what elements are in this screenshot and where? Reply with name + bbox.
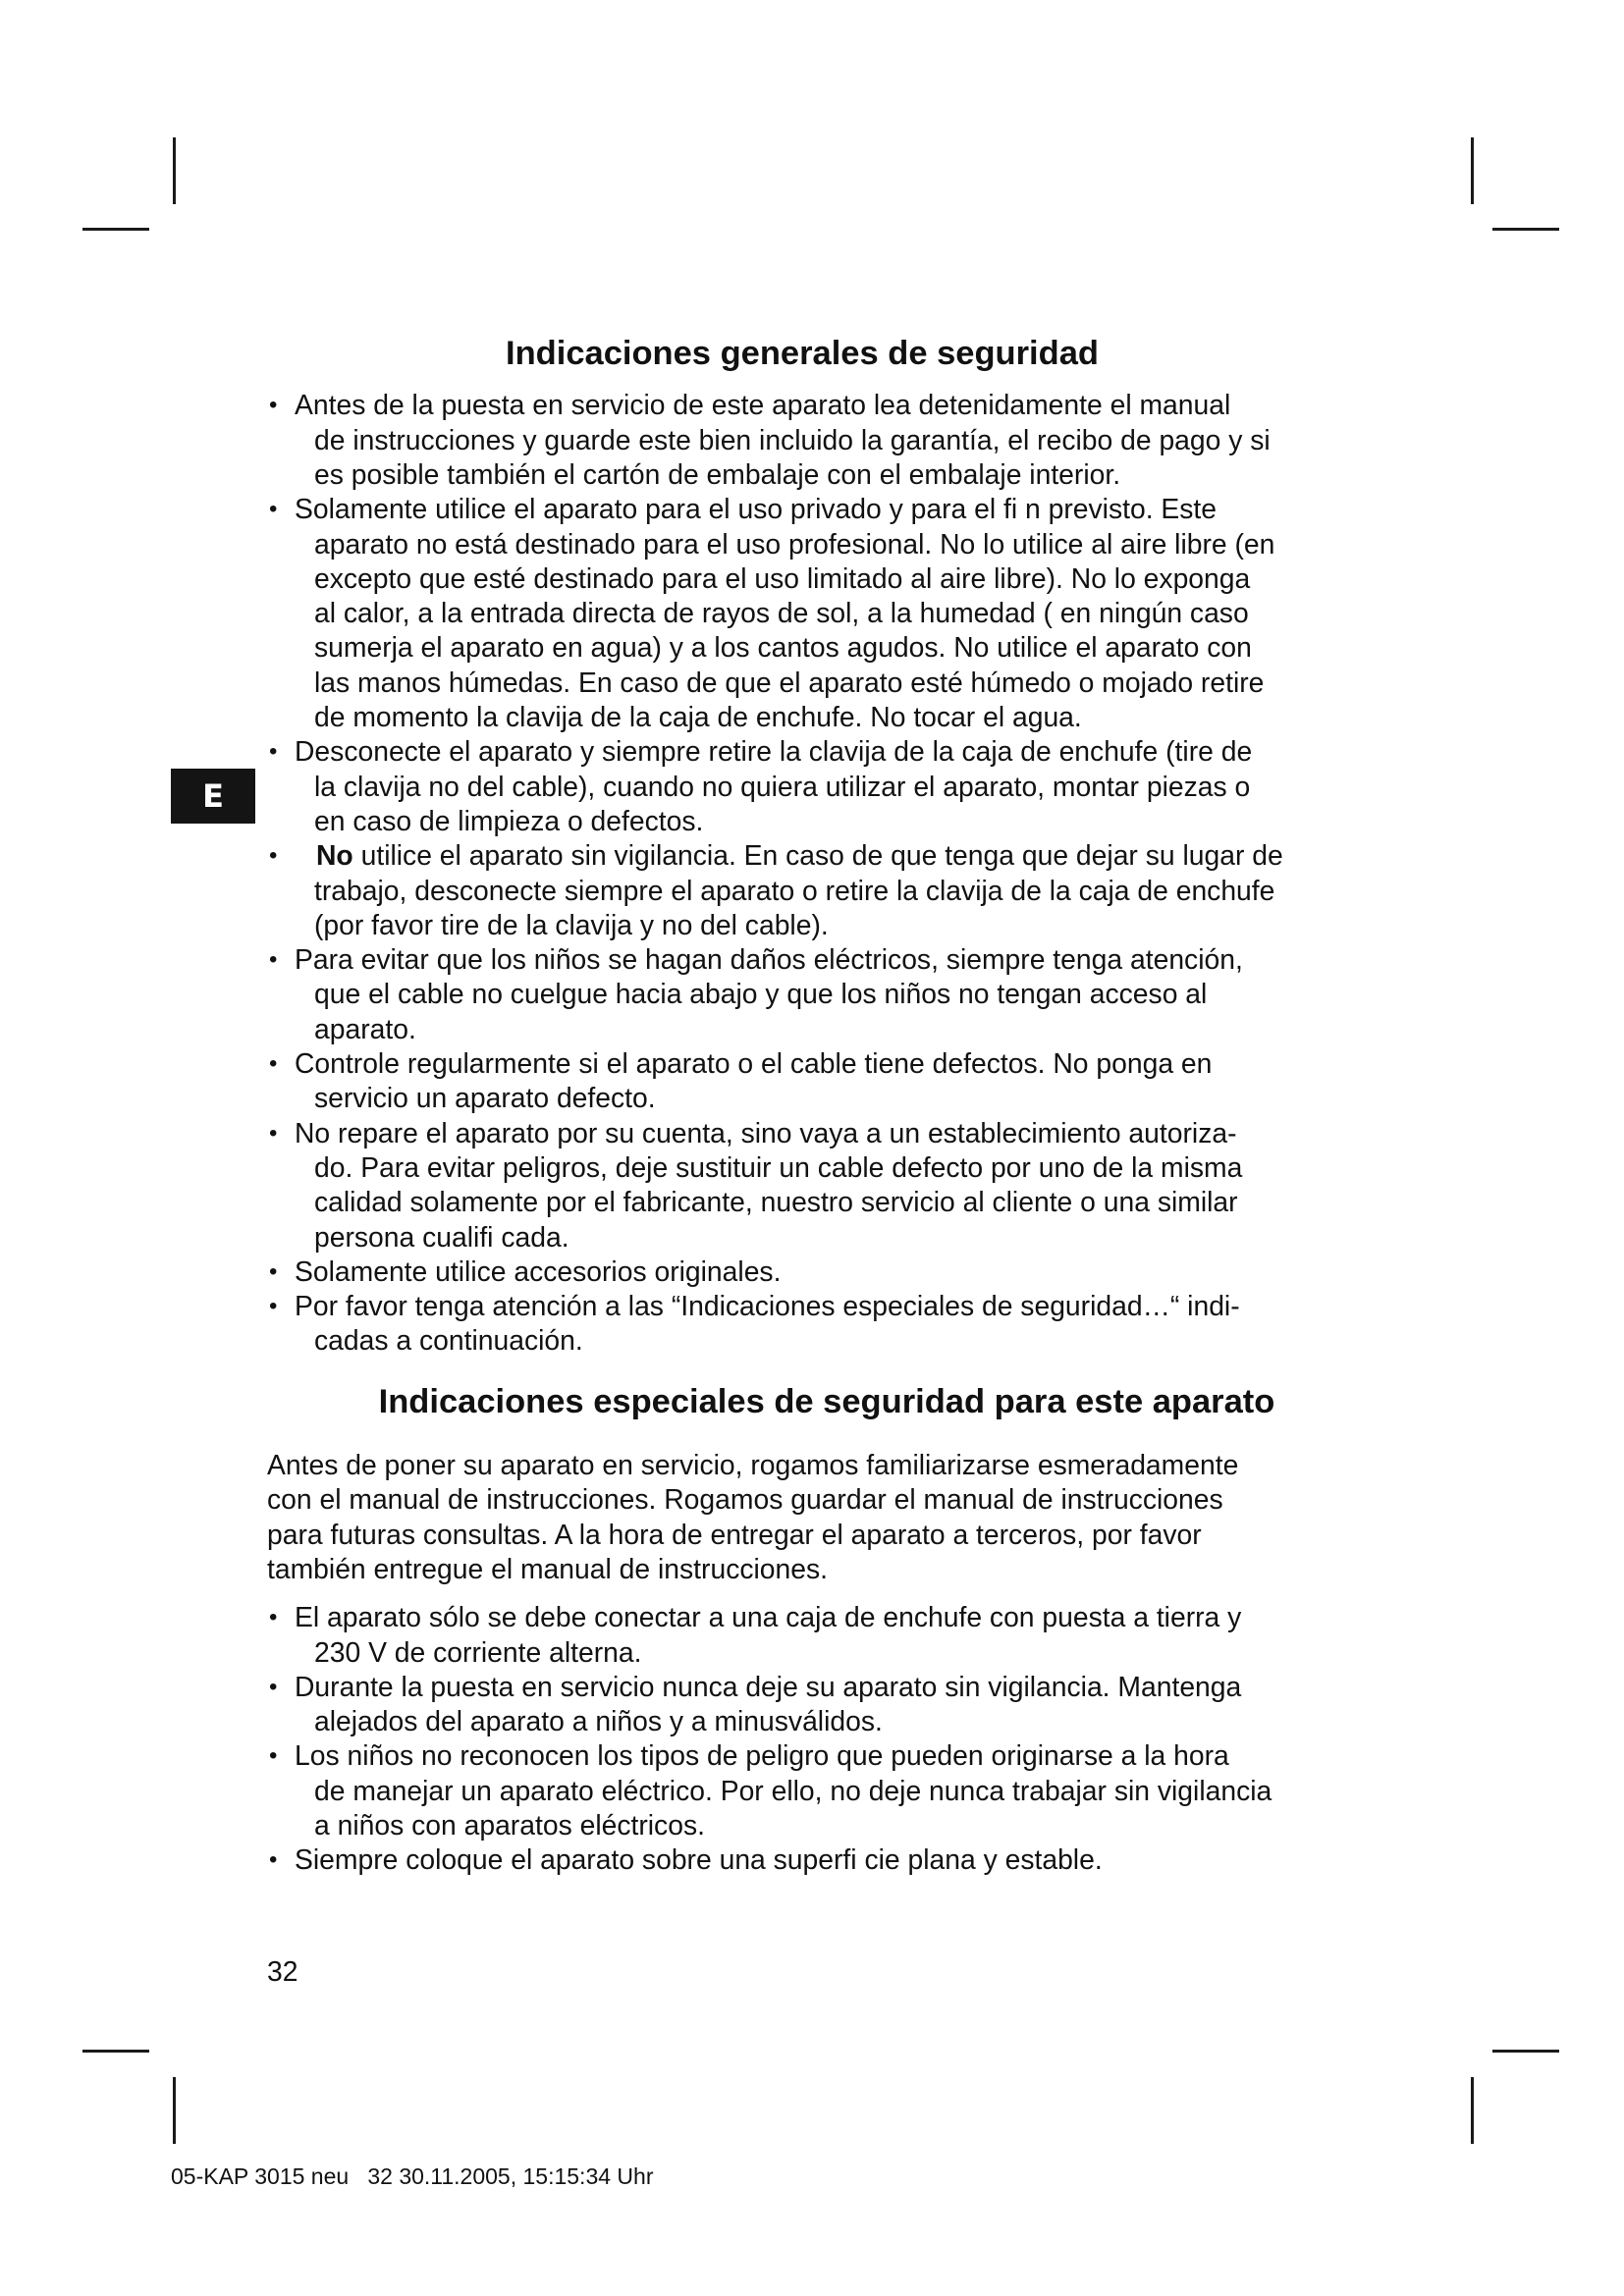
list-item-line: excepto que esté destinado para el uso limitado al aire libre). No lo exponga xyxy=(314,561,1251,594)
intro-line: con el manual de instrucciones. Rogamos guardar el manual de instrucciones xyxy=(267,1483,1223,1516)
list-item xyxy=(267,1842,1386,1877)
list-item-line: do. Para evitar peligros, deje sustituir un cable defecto por uno de la misma xyxy=(314,1150,1243,1183)
list-item-line: 230 V de corriente alterna. xyxy=(314,1635,642,1668)
crop-mark-top-right-horizontal xyxy=(1492,228,1559,231)
list-item xyxy=(267,734,1386,838)
list-item-line: • Durante la puesta en servicio nunca deje su aparato sin vigilancia. Mantenga xyxy=(295,1670,1242,1702)
crop-mark-bottom-left-horizontal xyxy=(82,2050,149,2053)
language-tab: E xyxy=(171,769,255,824)
list-item-line: • Antes de la puesta en servicio de este aparato lea detenidamente el manual xyxy=(295,389,1231,421)
list-item xyxy=(267,942,1386,1046)
list-item-line: • Los niños no reconocen los tipos de peligro que pueden originarse a la hora xyxy=(295,1739,1229,1772)
crop-mark-top-left-vertical xyxy=(173,137,176,204)
section-title-general-safety: Indicaciones generales de seguridad xyxy=(506,335,1099,372)
crop-mark-bottom-right-vertical xyxy=(1471,2077,1474,2144)
list-item xyxy=(267,388,1386,492)
list-item xyxy=(267,492,1386,734)
list-item-line: cadas a continuación. xyxy=(314,1324,583,1357)
list-item xyxy=(267,1255,1386,1289)
list-item xyxy=(267,1600,1386,1670)
crop-mark-top-left-horizontal xyxy=(82,228,149,231)
list-item-line: al calor, a la entrada directa de rayos de sol, a la humedad ( en ningún caso xyxy=(314,597,1249,629)
intro-line: también entregue el manual de instrucciones. xyxy=(267,1552,828,1584)
list-item-line: • Por favor tenga atención a las “Indicaciones especiales de seguridad…“ indi- xyxy=(295,1290,1240,1322)
list-item-line: las manos húmedas. En caso de que el aparato esté húmedo o mojado retire xyxy=(314,666,1265,698)
list-item-line: calidad solamente por el fabricante, nuestro servicio al cliente o una similar xyxy=(314,1186,1238,1218)
intro-line: Antes de poner su aparato en servicio, rogamos familiarizarse esmeradamente xyxy=(267,1449,1239,1481)
crop-mark-bottom-left-vertical xyxy=(173,2077,176,2144)
list-item-line: es posible también el cartón de embalaje con el embalaje interior. xyxy=(314,457,1121,490)
list-item-line: persona cualifi cada. xyxy=(314,1220,569,1253)
list-item-line: • Para evitar que los niños se hagan daños eléctricos, siempre tenga atención, xyxy=(295,943,1243,976)
list-item-line: de momento la clavija de la caja de enchufe. No tocar el agua. xyxy=(314,701,1082,733)
list-item-line: a niños con aparatos eléctricos. xyxy=(314,1809,705,1842)
page-content xyxy=(267,334,1386,1878)
special-safety-list xyxy=(267,1600,1386,1877)
emphasis-word: No xyxy=(316,839,353,872)
list-item-line: aparato. xyxy=(314,1012,416,1044)
special-safety-intro xyxy=(267,1448,1386,1586)
list-item-line: • El aparato sólo se debe conectar a una caja de enchufe con puesta a tierra y xyxy=(295,1601,1242,1633)
crop-mark-bottom-right-horizontal xyxy=(1492,2050,1559,2053)
list-item-line: alejados del aparato a niños y a minusválidos. xyxy=(314,1705,883,1737)
list-item-line: • Desconecte el aparato y siempre retire la clavija de la caja de enchufe (tire de xyxy=(295,735,1253,768)
list-item-line: la clavija no del cable), cuando no quiera utilizar el aparato, montar piezas o xyxy=(314,770,1251,802)
list-item xyxy=(267,1738,1386,1842)
list-item-line: • Solamente utilice el aparato para el uso privado y para el fi n previsto. Este xyxy=(295,493,1218,525)
list-item-line: que el cable no cuelgue hacia abajo y que los niños no tengan acceso al xyxy=(314,978,1208,1010)
list-item-line: • Siempre coloque el aparato sobre una superfi cie plana y estable. xyxy=(295,1843,1103,1876)
list-item-line xyxy=(295,838,1386,873)
page-number: 32 xyxy=(267,1955,298,1987)
crop-mark-top-right-vertical xyxy=(1471,137,1474,204)
list-item-line: • Controle regularmente si el aparato o el cable tiene defectos. No ponga en xyxy=(295,1047,1213,1080)
list-item-text: utilice el aparato sin vigilancia. En caso de que tenga que dejar su lugar de xyxy=(352,839,1283,872)
general-safety-list xyxy=(267,388,1386,1358)
list-item xyxy=(267,1670,1386,1739)
list-item xyxy=(267,1289,1386,1359)
intro-line: para futuras consultas. A la hora de entregar el aparato a terceros, por favor xyxy=(267,1518,1202,1550)
print-footer: 05-KAP 3015 neu 32 30.11.2005, 15:15:34 Uhr xyxy=(171,2163,654,2189)
list-item-line: de manejar un aparato eléctrico. Por ello, no deje nunca trabajar sin vigilancia xyxy=(314,1774,1272,1806)
list-item-line: servicio un aparato defecto. xyxy=(314,1082,656,1114)
list-item-line: trabajo, desconecte siempre el aparato o retire la clavija de la caja de enchufe xyxy=(314,874,1275,906)
section-title-special-safety: Indicaciones especiales de seguridad para este aparato xyxy=(378,1382,1275,1420)
list-item-line: • Solamente utilice accesorios originales. xyxy=(295,1255,782,1287)
list-item-line: (por favor tire de la clavija y no del cable). xyxy=(314,908,829,940)
list-item-line: en caso de limpieza o defectos. xyxy=(314,804,704,836)
list-item xyxy=(267,838,1386,942)
list-item xyxy=(267,1116,1386,1255)
list-item-line: de instrucciones y guarde este bien incluido la garantía, el recibo de pago y si xyxy=(314,423,1271,455)
list-item-line: aparato no está destinado para el uso profesional. No lo utilice al aire libre (en xyxy=(314,527,1275,560)
list-item-line: • No repare el aparato por su cuenta, sino vaya a un establecimiento autoriza- xyxy=(295,1116,1237,1148)
list-item xyxy=(267,1046,1386,1116)
list-item-line: sumerja el aparato en agua) y a los cantos agudos. No utilice el aparato con xyxy=(314,631,1252,664)
